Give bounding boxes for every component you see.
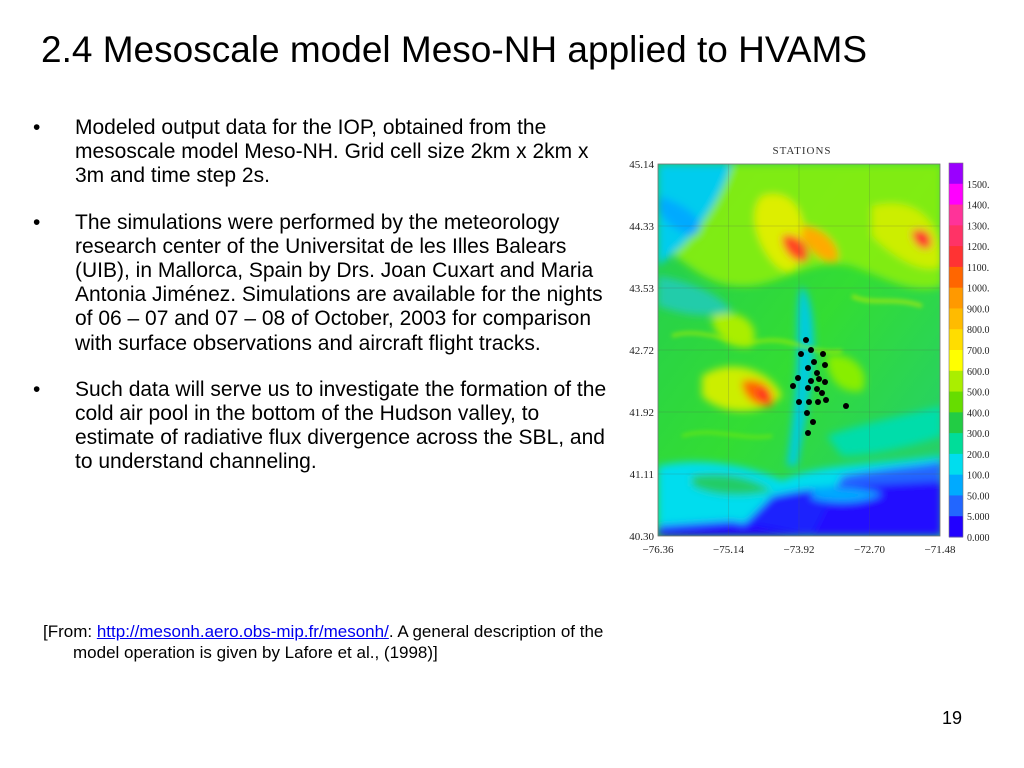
colorbar-segment [949, 288, 963, 309]
colorbar-label: 500.0 [967, 387, 990, 399]
colorbar-label: 800.0 [967, 325, 990, 337]
station-marker [814, 370, 820, 376]
colorbar-segment [949, 246, 963, 267]
station-marker [810, 419, 816, 425]
station-marker [806, 399, 812, 405]
colorbar-segment [949, 433, 963, 454]
colorbar-label: 400.0 [967, 408, 990, 420]
colorbar-label: 0.000 [967, 533, 990, 544]
colorbar-label: 100.0 [967, 470, 990, 482]
station-marker [811, 359, 817, 365]
colorbar-label: 1300. [967, 221, 990, 233]
x-tick-label: −76.36 [642, 544, 674, 556]
y-axis-ticks [629, 159, 654, 543]
colorbar-segment [949, 454, 963, 475]
station-marker [805, 385, 811, 391]
station-marker [808, 347, 814, 353]
station-marker [816, 376, 822, 382]
colorbar-segment [949, 225, 963, 246]
source-citation [43, 622, 633, 663]
station-marker [819, 390, 825, 396]
x-axis-ticks [643, 544, 956, 556]
station-marker [843, 403, 849, 409]
source-suffix: . A general description of the model operation is given by Lafore et al., (1998)] [73, 622, 604, 662]
bullet-text: Modeled output data for the IOP, obtained from the mesoscale model Meso-NH. Grid cell size 2km x 2km x 3m and time step 2s. [75, 116, 589, 188]
colorbar-label: 1200. [967, 242, 990, 254]
station-marker [796, 399, 802, 405]
bullet-text: Such data will serve us to investigate the formation of the cold air pool in the bottom of the Hudson valley, to estimate of radiative flux divergence across the SBL, and to understand channeling. [75, 377, 607, 474]
station-marker [822, 362, 828, 368]
colorbar-label: 1400. [967, 200, 990, 212]
colorbar-label: 1500. [967, 179, 990, 191]
colorbar-label: 300.0 [967, 429, 990, 441]
colorbar-label: 5.000 [967, 512, 990, 524]
colorbar-segment [949, 475, 963, 496]
bullet-marker: • [33, 377, 41, 401]
source-prefix: [From: [43, 622, 97, 641]
colorbar-label: 900.0 [967, 304, 990, 316]
bullet-item [33, 378, 608, 475]
slide-title: 2.4 Mesoscale model Meso-NH applied to HVAMS [41, 29, 867, 70]
colorbar-label: 50.00 [967, 491, 990, 503]
colorbar-segment [949, 329, 963, 350]
stations-map-figure [612, 136, 992, 562]
station-marker [823, 397, 829, 403]
y-tick-label: 45.14 [629, 159, 654, 171]
y-tick-label: 41.11 [629, 469, 654, 481]
bullet-marker: • [33, 116, 41, 139]
colorbar-segment [949, 163, 963, 184]
x-tick-label: −71.48 [924, 544, 956, 556]
station-marker [798, 351, 804, 357]
colorbar-segment [949, 308, 963, 329]
colorbar [949, 163, 990, 544]
colorbar-segment [949, 495, 963, 516]
y-tick-label: 44.33 [629, 221, 654, 233]
y-tick-label: 40.30 [629, 531, 654, 543]
station-marker [795, 375, 801, 381]
colorbar-segment [949, 516, 963, 537]
y-tick-label: 41.92 [629, 407, 654, 419]
x-tick-label: −73.92 [783, 544, 815, 556]
bullet-list [33, 116, 608, 497]
colorbar-segment [949, 371, 963, 392]
colorbar-label: 200.0 [967, 449, 990, 461]
station-marker [804, 410, 810, 416]
bullet-item [33, 211, 608, 356]
colorbar-segment [949, 412, 963, 433]
station-marker [822, 379, 828, 385]
colorbar-segment [949, 205, 963, 226]
x-tick-label: −75.14 [713, 544, 744, 556]
colorbar-label: 600.0 [967, 366, 990, 378]
station-marker [805, 430, 811, 436]
colorbar-segment [949, 184, 963, 205]
bullet-marker: • [33, 210, 41, 234]
station-marker [814, 386, 820, 392]
station-marker [803, 337, 809, 343]
y-tick-label: 42.72 [629, 345, 654, 357]
y-tick-label: 43.53 [629, 283, 654, 295]
x-tick-label: −72.70 [854, 544, 885, 556]
bullet-text: The simulations were performed by the meteorology research center of the Universitat de les Illes Balears (UIB), in Mallorca, Spain by Drs. Joan Cuxart and Maria Antonia Jiménez. Simulations are available for the nights of 06 – 07 and 07 – 08 of October, 2003 for comparison with surface observations and aircraft flight tracks. [75, 210, 603, 355]
station-marker [790, 383, 796, 389]
bullet-item [33, 116, 608, 189]
colorbar-label: 1100. [967, 262, 990, 274]
source-link[interactable]: http://mesonh.aero.obs-mip.fr/mesonh/ [96, 622, 389, 641]
map-title: STATIONS [772, 145, 832, 157]
stations-map-svg [612, 136, 992, 562]
colorbar-label: 1000. [967, 283, 990, 295]
page-number: 19 [941, 708, 962, 728]
colorbar-segment [949, 392, 963, 413]
colorbar-segment [949, 350, 963, 371]
station-marker [815, 399, 821, 405]
colorbar-label: 700.0 [967, 346, 990, 357]
station-marker [808, 378, 814, 384]
station-marker [820, 351, 826, 357]
colorbar-segment [949, 267, 963, 288]
station-marker [805, 365, 811, 371]
